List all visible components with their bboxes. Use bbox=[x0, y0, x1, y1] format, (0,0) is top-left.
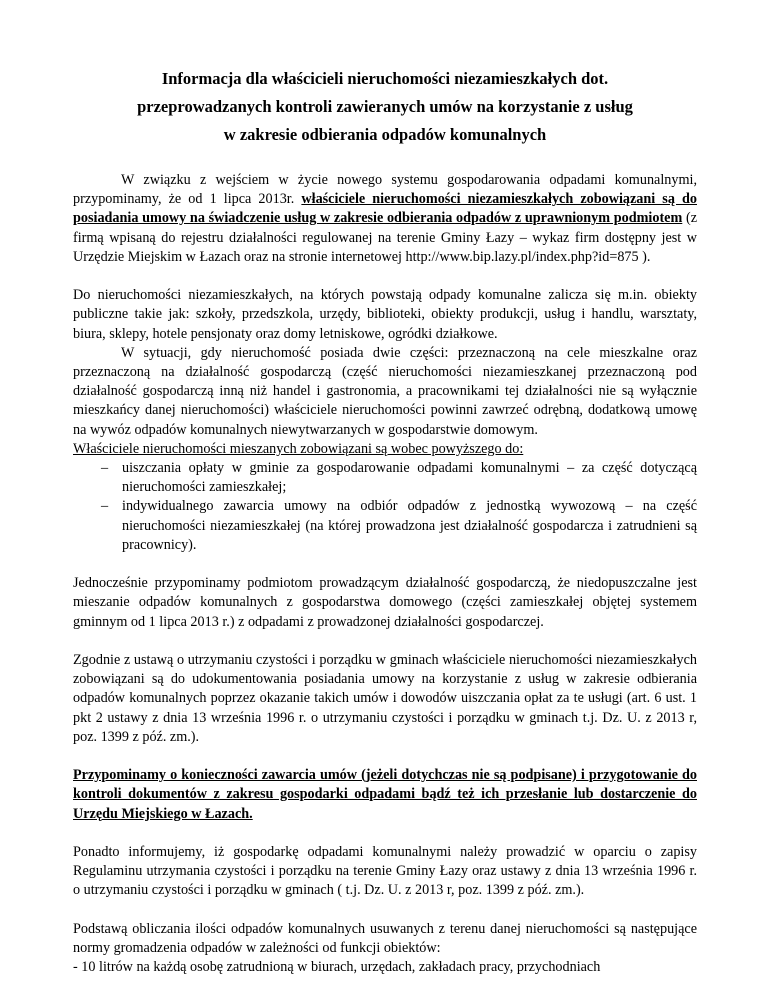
paragraph-norms-intro: Podstawą obliczania ilości odpadów komunalnych usuwanych z terenu danej nieruchomości są następujące normy gromadzenia odpadów w zależności od funkcji obiektów: bbox=[73, 920, 697, 957]
obligation-emphasis: właściciele nieruchomości niezamieszkałych zobowiązani są do posiadania umowy na świadczenie usług w zakresie odbierania odpadów z uprawnionym podmiotem bbox=[73, 191, 697, 227]
paragraph-intro bbox=[73, 171, 697, 267]
document-title-line-3: w zakresie odbierania odpadów komunalnych bbox=[223, 125, 547, 144]
document-title-line-2: przeprowadzanych kontroli zawieranych umów na korzystanie z usług bbox=[137, 97, 633, 116]
paragraph-reminder: Przypominamy o konieczności zawarcia umów (jeżeli dotychczas nie są podpisane) i przygotowanie do kontroli dokumentów z zakresu gospodarki odpadami bądź też ich przesłanie lub dostarczenie do Urzędu Miejskiego w Łazach. bbox=[73, 767, 697, 822]
paragraph-regulations: Ponadto informujemy, iż gospodarkę odpadami komunalnymi należy prowadzić w oparciu o zapisy Regulaminu utrzymania czystości i porządku na terenie Gminy Łazy oraz ustawy z dnia 13 września 1996 r. o utrzymaniu czystości i porządku w gminach ( t.j. Dz. U. z 2013 r, poz. 1399 z póź. zm.). bbox=[73, 844, 697, 899]
obligation-item: – indywidualnego zawarcia umowy na odbiór odpadów z jednostką wywozową – na część nieruchomości niezamieszkałej (na której prowadzona jest działalność gospodarcza i zatrudnieni są pracownicy). bbox=[106, 497, 697, 555]
paragraph-intro-rest: (z firmą wpisaną do rejestru działalności regulowanej na terenie Gminy Łazy – wykaz firm dostępny jest w Urzędzie Miejskim w Łazach oraz na stronie internetowej http://www.bip.lazy.pl/index.php?id=875 ). bbox=[73, 210, 697, 265]
paragraph-no-mixing: Jednocześnie przypominamy podmiotom prowadzącym działalność gospodarczą, że niedopuszczalne jest mieszanie odpadów komunalnych z gospodarstwa domowego (części zamieszkałej objętej systemem gminnym od 1 lipca 2013 r.) z odpadami z prowadzonej działalności gospodarczej. bbox=[73, 575, 697, 630]
obligations-list bbox=[73, 459, 697, 555]
mixed-obligations-heading: Właściciele nieruchomości mieszanych zobowiązani są wobec powyższego do: bbox=[73, 440, 524, 457]
paragraph-intro-text: W związku z wejściem w życie nowego systemu gospodarowania odpadami komunalnymi, przypominamy, że od 1 lipca 2013r. bbox=[73, 172, 697, 208]
norm-item: - 10 litrów na każdą osobę zatrudnioną w biurach, urzędach, zakładach pracy, przychodniach bbox=[73, 959, 601, 976]
obligation-item: – uiszczania opłaty w gminie za gospodarowanie odpadami komunalnymi – za część dotyczącą nieruchomości zamieszkałej; bbox=[106, 459, 697, 497]
paragraph-property-types: Do nieruchomości niezamieszkałych, na których powstają odpady komunalne zalicza się m.in. obiekty publiczne takie jak: szkoły, przedszkola, urzędy, biblioteki, obiekty produkcji, usług i handlu, warsztaty, biura, sklepy, hotele pensjonaty oraz domy letniskowe, ogródki działkowe. bbox=[73, 287, 697, 342]
paragraph-law-reference: Zgodnie z ustawą o utrzymaniu czystości i porządku w gminach właściciele nieruchomości niezamieszkałych zobowiązani są do udokumentowania posiadania umowy na korzystanie z usług w zakresie odbierania odpadów komunalnych poprzez okazanie takich umów i dowodów uiszczania opłat za te usługi (art. 6 ust. 1 pkt 2 ustawy z dnia 13 września 1996 r. o utrzymaniu czystości i porządku w gminach t.j. Dz. U. z 2013 r, poz. 1399 z póź. zm.). bbox=[73, 652, 697, 745]
document-body bbox=[73, 171, 697, 977]
paragraph-mixed-property: W sytuacji, gdy nieruchomość posiada dwie części: przeznaczoną na cele mieszkalne oraz przeznaczoną na działalność gospodarczą (część nieruchomości niezamieszkanej przeznaczoną pod działalność gospodarczą inną niż handel i gastronomia, a pracownikami tej działalności nie są wyłącznie mieszkańcy danej nieruchomości) właściciele nieruchomości powinni zawrzeć odrębną, dodatkową umowę na wywóz odpadów komunalnych niewytwarzanych w gospodarstwie domowym. bbox=[73, 344, 697, 438]
document-title-line-1: Informacja dla właścicieli nieruchomości niezamieszkałych dot. bbox=[161, 69, 609, 88]
